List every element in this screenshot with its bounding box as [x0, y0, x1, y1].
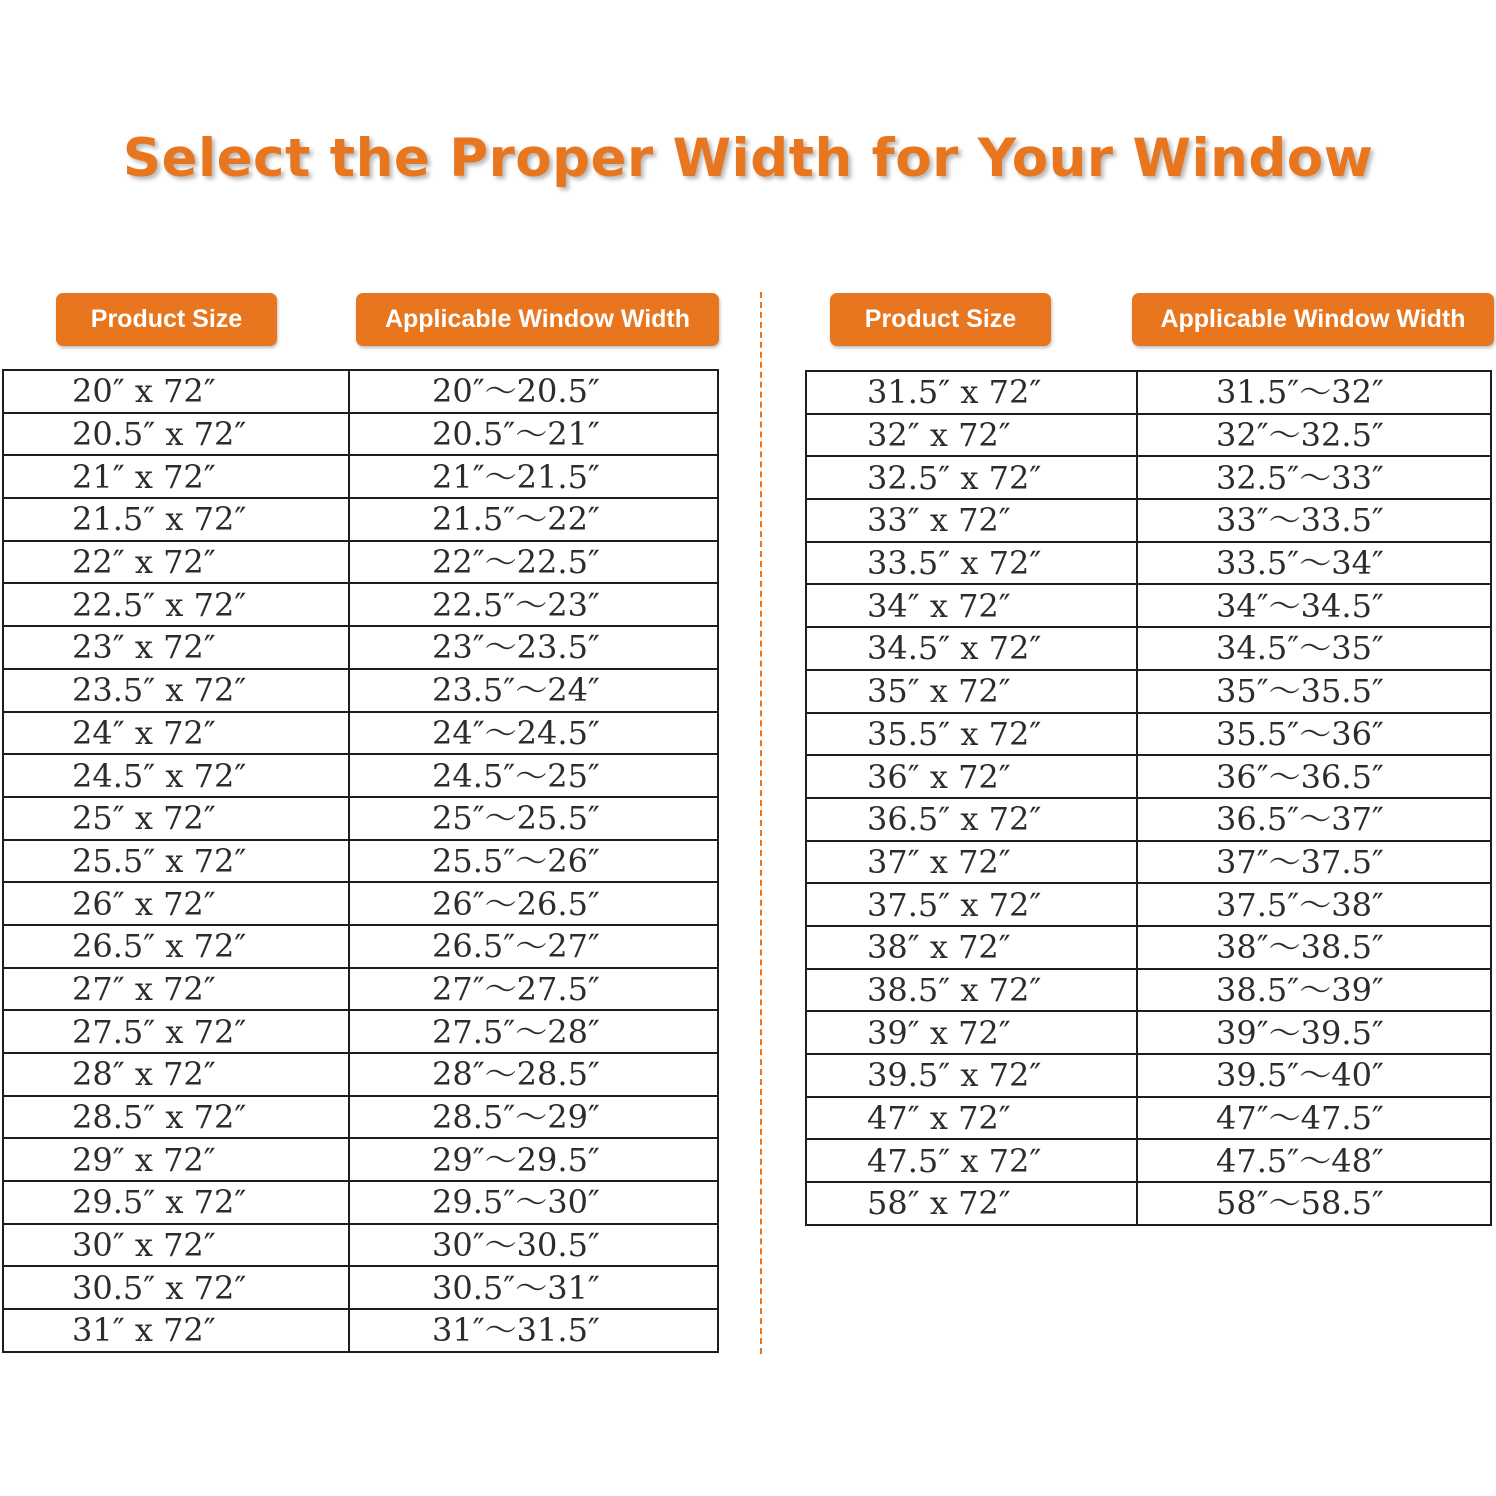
product-size-cell: 34″ x 72″ [806, 584, 1137, 627]
window-width-cell: 38.5″～39″ [1137, 969, 1491, 1012]
product-size-cell: 38.5″ x 72″ [806, 969, 1137, 1012]
product-size-cell: 31″ x 72″ [3, 1309, 349, 1352]
window-width-cell: 20″～20.5″ [349, 370, 718, 413]
product-size-cell: 25.5″ x 72″ [3, 840, 349, 883]
product-size-cell: 58″ x 72″ [806, 1182, 1137, 1225]
product-size-cell: 28″ x 72″ [3, 1053, 349, 1096]
table-row [806, 969, 1491, 1012]
window-width-cell: 30.5″～31″ [349, 1266, 718, 1309]
window-width-cell: 22.5″～23″ [349, 583, 718, 626]
table-row [806, 456, 1491, 499]
table-row [3, 1053, 718, 1096]
table-row [3, 669, 718, 712]
window-width-cell: 38″～38.5″ [1137, 926, 1491, 969]
right-product-size-header: Product Size [830, 293, 1051, 346]
window-width-cell: 58″～58.5″ [1137, 1182, 1491, 1225]
window-width-cell: 32.5″～33″ [1137, 456, 1491, 499]
window-width-cell: 35.5″～36″ [1137, 713, 1491, 756]
table-row [3, 1138, 718, 1181]
product-size-cell: 20″ x 72″ [3, 370, 349, 413]
product-size-cell: 29″ x 72″ [3, 1138, 349, 1181]
product-size-cell: 24.5″ x 72″ [3, 754, 349, 797]
table-row [806, 798, 1491, 841]
window-width-cell: 34.5″～35″ [1137, 627, 1491, 670]
window-width-cell: 28″～28.5″ [349, 1053, 718, 1096]
window-width-cell: 31.5″～32″ [1137, 371, 1491, 414]
table-row [806, 1182, 1491, 1225]
right-size-table [805, 370, 1492, 1226]
product-size-cell: 32″ x 72″ [806, 414, 1137, 457]
product-size-cell: 20.5″ x 72″ [3, 413, 349, 456]
window-width-cell: 39.5″～40″ [1137, 1054, 1491, 1097]
window-width-cell: 36.5″～37″ [1137, 798, 1491, 841]
window-width-cell: 25.5″～26″ [349, 840, 718, 883]
window-width-cell: 37.5″～38″ [1137, 883, 1491, 926]
table-row [3, 1309, 718, 1352]
table-row [806, 841, 1491, 884]
window-width-cell: 47″～47.5″ [1137, 1097, 1491, 1140]
window-width-cell: 22″～22.5″ [349, 541, 718, 584]
table-row [806, 926, 1491, 969]
table-row [3, 968, 718, 1011]
product-size-cell: 38″ x 72″ [806, 926, 1137, 969]
product-size-cell: 29.5″ x 72″ [3, 1181, 349, 1224]
window-width-cell: 33″～33.5″ [1137, 499, 1491, 542]
window-width-cell: 21.5″～22″ [349, 498, 718, 541]
product-size-cell: 21.5″ x 72″ [3, 498, 349, 541]
table-row [3, 882, 718, 925]
product-size-cell: 33.5″ x 72″ [806, 542, 1137, 585]
page-title: Select the Proper Width for Your Window [122, 128, 1374, 189]
window-width-cell: 27.5″～28″ [349, 1010, 718, 1053]
left-size-table [2, 369, 719, 1353]
table-row [806, 627, 1491, 670]
window-width-cell: 31″～31.5″ [349, 1309, 718, 1352]
table-row [3, 498, 718, 541]
table-row [806, 1139, 1491, 1182]
table-row [806, 414, 1491, 457]
window-width-cell: 34″～34.5″ [1137, 584, 1491, 627]
table-row [806, 883, 1491, 926]
window-width-cell: 27″～27.5″ [349, 968, 718, 1011]
table-row [3, 712, 718, 755]
table-row [3, 840, 718, 883]
product-size-cell: 30″ x 72″ [3, 1224, 349, 1267]
product-size-cell: 31.5″ x 72″ [806, 371, 1137, 414]
table-row [3, 455, 718, 498]
window-width-cell: 29″～29.5″ [349, 1138, 718, 1181]
product-size-cell: 27″ x 72″ [3, 968, 349, 1011]
left-window-width-header: Applicable Window Width [356, 293, 719, 346]
product-size-cell: 30.5″ x 72″ [3, 1266, 349, 1309]
product-size-cell: 47″ x 72″ [806, 1097, 1137, 1140]
window-width-cell: 24.5″～25″ [349, 754, 718, 797]
window-width-cell: 35″～35.5″ [1137, 670, 1491, 713]
left-product-size-header: Product Size [56, 293, 277, 346]
window-width-cell: 47.5″～48″ [1137, 1139, 1491, 1182]
product-size-cell: 26″ x 72″ [3, 882, 349, 925]
table-row [806, 371, 1491, 414]
product-size-cell: 35″ x 72″ [806, 670, 1137, 713]
product-size-cell: 34.5″ x 72″ [806, 627, 1137, 670]
table-row [806, 499, 1491, 542]
window-width-cell: 37″～37.5″ [1137, 841, 1491, 884]
table-row [806, 1054, 1491, 1097]
window-width-cell: 20.5″～21″ [349, 413, 718, 456]
product-size-cell: 24″ x 72″ [3, 712, 349, 755]
table-row [806, 1097, 1491, 1140]
product-size-cell: 21″ x 72″ [3, 455, 349, 498]
table-row [3, 1266, 718, 1309]
product-size-cell: 37″ x 72″ [806, 841, 1137, 884]
window-width-cell: 32″～32.5″ [1137, 414, 1491, 457]
window-width-cell: 26.5″～27″ [349, 925, 718, 968]
product-size-cell: 27.5″ x 72″ [3, 1010, 349, 1053]
window-width-cell: 21″～21.5″ [349, 455, 718, 498]
center-divider [760, 292, 762, 1354]
table-row [806, 713, 1491, 756]
table-row [806, 584, 1491, 627]
window-width-cell: 36″～36.5″ [1137, 755, 1491, 798]
product-size-cell: 37.5″ x 72″ [806, 883, 1137, 926]
window-width-cell: 39″～39.5″ [1137, 1011, 1491, 1054]
product-size-cell: 35.5″ x 72″ [806, 713, 1137, 756]
table-row [3, 797, 718, 840]
product-size-cell: 22.5″ x 72″ [3, 583, 349, 626]
product-size-cell: 23″ x 72″ [3, 626, 349, 669]
product-size-cell: 33″ x 72″ [806, 499, 1137, 542]
table-row [3, 541, 718, 584]
table-row [3, 413, 718, 456]
window-width-cell: 30″～30.5″ [349, 1224, 718, 1267]
product-size-cell: 26.5″ x 72″ [3, 925, 349, 968]
table-row [3, 1181, 718, 1224]
product-size-cell: 39.5″ x 72″ [806, 1054, 1137, 1097]
product-size-cell: 36″ x 72″ [806, 755, 1137, 798]
window-width-cell: 29.5″～30″ [349, 1181, 718, 1224]
window-width-cell: 24″～24.5″ [349, 712, 718, 755]
product-size-cell: 23.5″ x 72″ [3, 669, 349, 712]
window-width-cell: 33.5″～34″ [1137, 542, 1491, 585]
window-width-cell: 25″～25.5″ [349, 797, 718, 840]
window-width-cell: 26″～26.5″ [349, 882, 718, 925]
product-size-cell: 22″ x 72″ [3, 541, 349, 584]
product-size-cell: 25″ x 72″ [3, 797, 349, 840]
product-size-cell: 39″ x 72″ [806, 1011, 1137, 1054]
table-row [3, 1010, 718, 1053]
table-row [3, 1224, 718, 1267]
product-size-cell: 47.5″ x 72″ [806, 1139, 1137, 1182]
table-row [806, 542, 1491, 585]
table-row [806, 755, 1491, 798]
table-row [806, 670, 1491, 713]
product-size-cell: 32.5″ x 72″ [806, 456, 1137, 499]
window-width-cell: 23″～23.5″ [349, 626, 718, 669]
product-size-cell: 36.5″ x 72″ [806, 798, 1137, 841]
table-row [3, 583, 718, 626]
table-row [3, 626, 718, 669]
table-row [3, 370, 718, 413]
table-row [3, 754, 718, 797]
table-row [3, 925, 718, 968]
table-row [3, 1096, 718, 1139]
table-row [806, 1011, 1491, 1054]
product-size-cell: 28.5″ x 72″ [3, 1096, 349, 1139]
right-window-width-header: Applicable Window Width [1132, 293, 1494, 346]
window-width-cell: 23.5″～24″ [349, 669, 718, 712]
window-width-cell: 28.5″～29″ [349, 1096, 718, 1139]
